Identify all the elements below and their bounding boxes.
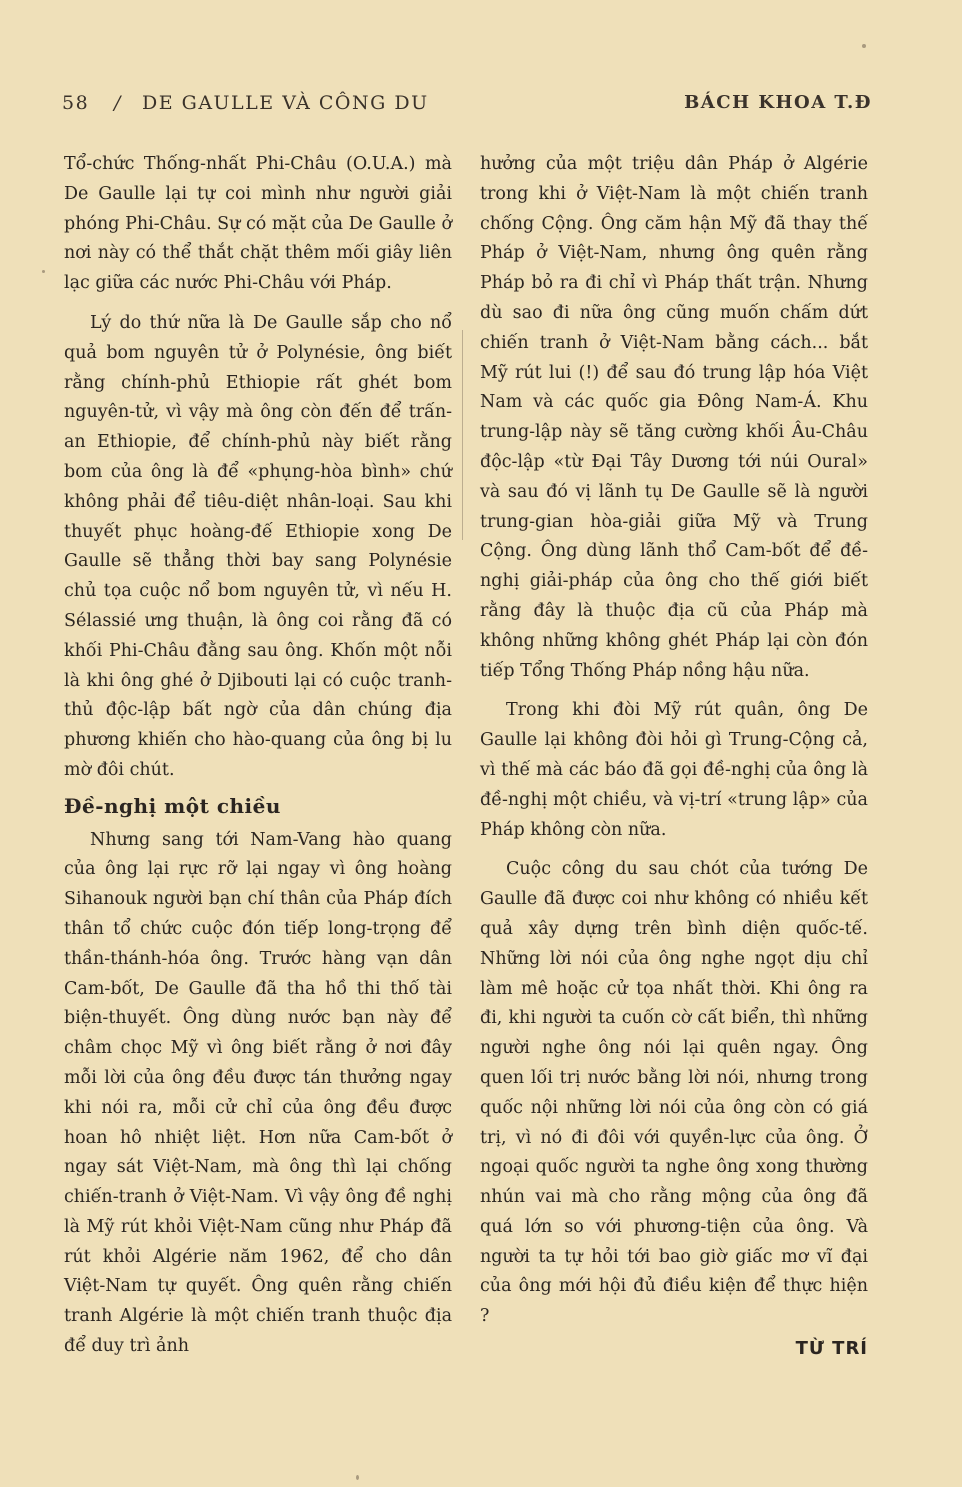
paragraph: Tổ-chức Thống-nhất Phi-Châu (O.U.A.) mà De Gaulle lại tự coi mình như người giải phóng Phi-Châu. Sự có mặt của De Gaulle ở nơi này có thể thắt chặt thêm mối giây liên lạc giữa các nước Phi-Châu với Pháp. [64, 154, 452, 294]
page-number: 58 [62, 92, 90, 114]
paragraph: Trong khi đòi Mỹ rút quân, ông De Gaulle lại không đòi hỏi gì Trung-Cộng cả, vì thế mà các báo đã gọi đề-nghị của ông là đề-nghị một chiều, và vị-trí «trung lập» của Pháp không còn nữa. [480, 700, 868, 840]
paper-speck [356, 1475, 359, 1480]
left-column [64, 150, 452, 1362]
right-column [480, 150, 868, 1364]
paper-speck [42, 270, 45, 273]
header-separator: / [114, 92, 122, 114]
paragraph: hưởng của một triệu dân Pháp ở Algérie trong khi ở Việt-Nam là một chiến tranh chống Cộng. Ông căm hận Mỹ đã thay thế Pháp ở Việt-Nam, nhưng ông quên rằng Pháp bỏ ra đi chỉ vì Pháp thất trận. Nhưng dù sao đi nữa ông cũng muốn chấm dứt chiến tranh ở Việt-Nam bằng cách... bắt Mỹ rút lui (!) để sau đó trung lập hóa Việt Nam và các quốc gia Đông Nam-Á. Khu trung-lập này sẽ tăng cường khối Âu-Châu độc-lập «từ Đại Tây Dương tới núi Oural» và sau đó vị lãnh tụ De Gaulle sẽ là người trung-gian hòa-giải giữa Mỹ và Trung Cộng. Ông dùng lãnh thổ Cam-bốt để đề-nghị giải-pháp của ông cho thế giới biết rằng đây là thuộc địa cũ của Pháp mà không những không ghét Pháp lại còn đón tiếp Tổng Thống Pháp nồng hậu nữa. [480, 154, 868, 681]
paragraph: Nhưng sang tới Nam-Vang hào quang của ông lại rực rỡ lại ngay vì ông hoàng Sihanouk người bạn chí thân của Pháp đích thân tổ chức cuộc đón tiếp long-trọng để thần-thánh-hóa ông. Trước hàng vạn dân Cam-bốt, De Gaulle đã tha hồ thi thố tài biện-thuyết. Ông dùng nước bạn này để châm chọc Mỹ vì ông biết rằng ở nơi đây mỗi lời của ông đều được tán thưởng ngay khi nói ra, mỗi cử chỉ của ông đều được hoan hô nhiệt liệt. Hơn nữa Cam-bốt ở ngay sát Việt-Nam, mà ông thì lại chống chiến-tranh ở Việt-Nam. Vì vậy ông đề nghị là Mỹ rút khỏi Việt-Nam cũng như Pháp đã rút khỏi Algérie năm 1962, để cho dân Việt-Nam tự quyết. Ông quên rằng chiến tranh Algérie là một chiến tranh thuộc địa để duy trì ảnh [64, 829, 452, 1357]
author-signature: TỪ TRÍ [795, 1338, 868, 1360]
page-header [62, 92, 872, 122]
paragraph: Cuộc công du sau chót của tướng De Gaulle đã được coi như không có nhiều kết quả xây dựng trên bình diện quốc-tế. Những lời nói của ông nghe ngọt dịu chỉ làm mê hoặc cử tọa nhất thời. Khi ông ra đi, khi người ta cuốn cờ cất biển, thì những người nghe ông nói lại quên ngay. Ông quen lối trị nước bằng lời nói, nhưng trong quốc nội những lời nói của ông còn có giá trị, vì nó đi đôi với quyền-lực của ông. Ở ngoại quốc người ta nghe ông xong thường nhún vai mà cho rằng mộng của ông đã quá lớn so với phương-tiện của ông. Và người ta tự hỏi tới bao giờ giấc mơ vĩ đại của ông mới hội đủ điều kiện để thực hiện ? [480, 859, 868, 1327]
column-divider [462, 330, 463, 540]
paragraph: Lý do thứ nữa là De Gaulle sắp cho nổ quả bom nguyên tử ở Polynésie, ông biết rằng chính-phủ Ethiopie rất ghét bom nguyên-tử, vì vậy mà ông còn đến để trấn-an Ethiopie, để chính-phủ này biết rằng bom của ông là để «phụng-hòa bình» chứ không phải để tiêu-diệt nhân-loại. Sau khi thuyết phục hoàng-đế Ethiopie xong De Gaulle sẽ thẳng thời bay sang Polynésie chủ tọa cuộc nổ bom nguyên tử, vì nếu H. Sélassié ưng thuận, là ông coi rằng đã có khối Phi-Châu đằng sau ông. Khốn một nỗi là khi ông ghé ở Djibouti lại có cuộc tranh-thủ độc-lập bất ngờ của dân chúng địa phương khiến cho hào-quang của ông bị lu mờ đôi chút. [64, 312, 452, 780]
magazine-name: BÁCH KHOA T.Đ [684, 92, 872, 113]
section-heading: Đề-nghị một chiều [64, 793, 281, 818]
running-title: DE GAULLE VÀ CÔNG DU [142, 92, 429, 114]
paper-speck [862, 44, 866, 48]
